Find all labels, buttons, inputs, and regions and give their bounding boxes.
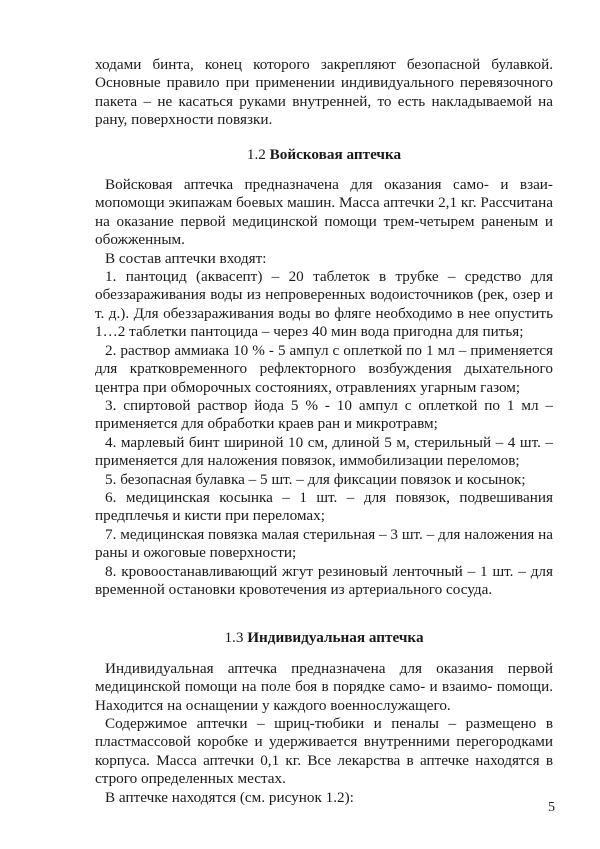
paragraph: Индивидуальная аптечка предназначена для оказания первой медицинской помощи на поле боя в порядке само- и взаимо- помощи. Находится на оснащении у каждого военнослужащего.	[95, 659, 553, 714]
section-heading-1-3	[95, 629, 553, 647]
list-item: 4. марлевый бинт шириной 10 см, длиной 5 м, стерильный – 4 шт. – применяется для наложения повязок, иммобилизации переломов;	[95, 433, 553, 470]
paragraph: В аптечке находятся (см. рисунок 1.2):	[105, 788, 354, 806]
list-item: 7. медицинская повязка малая стерильная – 3 шт. – для наложения на раны и ожоговые поверхности;	[95, 525, 553, 562]
section-number: 1.3	[224, 629, 244, 647]
section-title: Войсковая аптечка	[269, 145, 402, 163]
list-item: 5. безопасная булавка – 5 шт. – для фиксации повязок и косынок;	[105, 470, 526, 488]
paragraph: Содержимое аптечки – шриц-тюбики и пеналы – размещено в пластмассовой коробке и удерживается внутренними перегородками корпуса. Масса аптечки 0,1 кг. Все лекарства в аптечке находятся в строго определенных местах.	[95, 715, 553, 788]
list-item: 2. раствор аммиака 10 % - 5 ампул с оплеткой по 1 мл – применяется для кратковременного рефлекторного возбуждения дыхательного центра при обморочных состояниях, отравлениях угарным газом;	[95, 341, 553, 396]
document-page	[95, 56, 553, 807]
paragraph: В состав аптечки входят:	[105, 249, 267, 267]
list-item: 1. пантоцид (аквасепт) – 20 таблеток в трубке – средство для обеззараживания воды из непроверенных водоисточников (рек, озер и т. д.). Для обеззараживания воды во фляге необходимо в нее опустить 1…2 таблетки пантоцида – через 40 мин вода пригодна для питья;	[95, 268, 553, 341]
intro-paragraph: ходами бинта, конец которого закрепляют безопасной булавкой. Основные правило при применении индивидуального перевязочного пакета – не касаться руками внутренней, то есть накладываемой на рану, поверхности повязки.	[95, 56, 553, 129]
list-item: 6. медицинская косынка – 1 шт. – для повязок, подвешивания предплечья и кисти при переломах;	[95, 488, 553, 525]
section-number: 1.2	[246, 145, 266, 163]
section-heading-1-2	[95, 146, 553, 164]
list-item: 8. кровоостанавливающий жгут резиновый ленточный – 1 шт. – для временной остановки кровотечения из артериального сосуда.	[95, 562, 553, 598]
paragraph: Войсковая аптечка предназначена для оказания само- и взаи- мопомощи экипажам боевых машин. Масса аптечки 2,1 кг. Рассчитана на оказание первой медицинской помощи трем-четырем раненым и обожженным.	[95, 176, 553, 249]
page-number: 5	[548, 800, 555, 815]
section-title: Индивидуальная аптечка	[247, 629, 424, 647]
list-item: 3. спиртовой раствор йода 5 % - 10 ампул с оплеткой по 1 мл – применяется для обработки краев ран и микротравм;	[95, 396, 553, 433]
